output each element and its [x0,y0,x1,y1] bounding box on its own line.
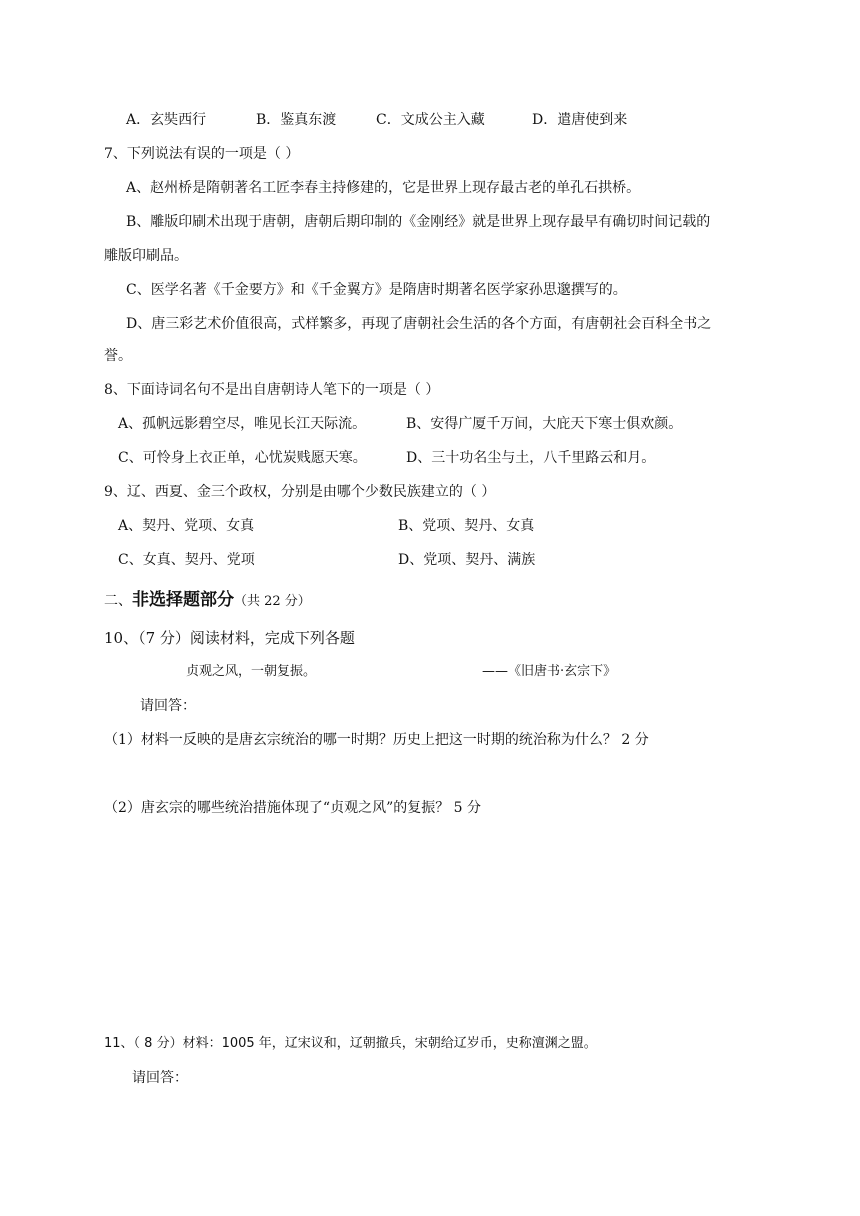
q9-stem: 9、辽、西夏、金三个政权，分别是由哪个少数民族建立的（ ） [104,484,496,500]
q6-option-a: A．玄奘西行 [126,112,207,128]
q11-stem: 11、（ 8 分）材料：1005 年，辽宋议和，辽朝撤兵，宋朝给辽岁币，史称澶渊之盟。 [104,1036,597,1051]
q7-option-a: A、赵州桥是隋朝著名工匠李春主持修建的，它是世界上现存最古老的单孔石拱桥。 [126,180,641,196]
q8-option-b: B、安得广厦千万间，大庇天下寒士俱欢颜。 [406,416,683,432]
q7-option-b-line1: B、雕版印刷术出现于唐朝，唐朝后期印制的《金刚经》就是世界上现存最早有确切时间记载的 [126,214,711,230]
q9-option-a: A、契丹、党项、女真 [118,518,255,534]
q7-option-c: C、医学名著《千金要方》和《千金翼方》是隋唐时期著名医学家孙思邈撰写的。 [126,282,627,298]
q9-option-c: C、女真、契丹、党项 [118,552,255,568]
q10-sub1: （1）材料一反映的是唐玄宗统治的哪一时期？历史上把这一时期的统治称为什么？ 2 分 [104,732,649,748]
q7-option-b-line2: 雕版印刷品。 [104,248,188,264]
q9-option-b: B、党项、契丹、女真 [398,518,535,534]
section-score: （共 22 分） [234,594,311,609]
q6-option-c: C．文成公主入藏 [376,112,485,128]
q10-stem: 10、（7 分）阅读材料，完成下列各题 [104,629,355,647]
q11-prompt: 请回答： [132,1070,188,1086]
q8-option-c: C、可怜身上衣正单，心忧炭贱愿天寒。 [118,450,367,466]
section-number: 二、 [104,593,132,609]
q10-sub2: （2）唐玄宗的哪些统治措施体现了“贞观之风”的复振？ 5 分 [104,800,482,816]
q8-stem: 8、下面诗词名句不是出自唐朝诗人笔下的一项是（ ） [104,382,440,398]
q6-option-d: D．遣唐使到来 [532,112,628,128]
section-title: 非选择题部分 [132,590,234,610]
q7-option-d-line1: D、唐三彩艺术价值很高，式样繁多，再现了唐朝社会生活的各个方面，有唐朝社会百科全书之 [126,316,712,332]
section-heading [104,590,311,612]
q7-option-d-line2: 誉。 [104,348,132,364]
q9-option-d: D、党项、契丹、满族 [398,552,536,568]
q7-stem: 7、下列说法有误的一项是（ ） [104,146,300,162]
q10-source: ——《旧唐书·玄宗下》 [482,664,617,679]
q10-prompt: 请回答： [140,698,196,714]
q6-option-b: B．鉴真东渡 [256,112,337,128]
q8-option-a: A、孤帆远影碧空尽，唯见长江天际流。 [118,416,367,432]
q10-material: 贞观之风，一朝复振。 [186,664,317,679]
q8-option-d: D、三十功名尘与土，八千里路云和月。 [406,450,656,466]
